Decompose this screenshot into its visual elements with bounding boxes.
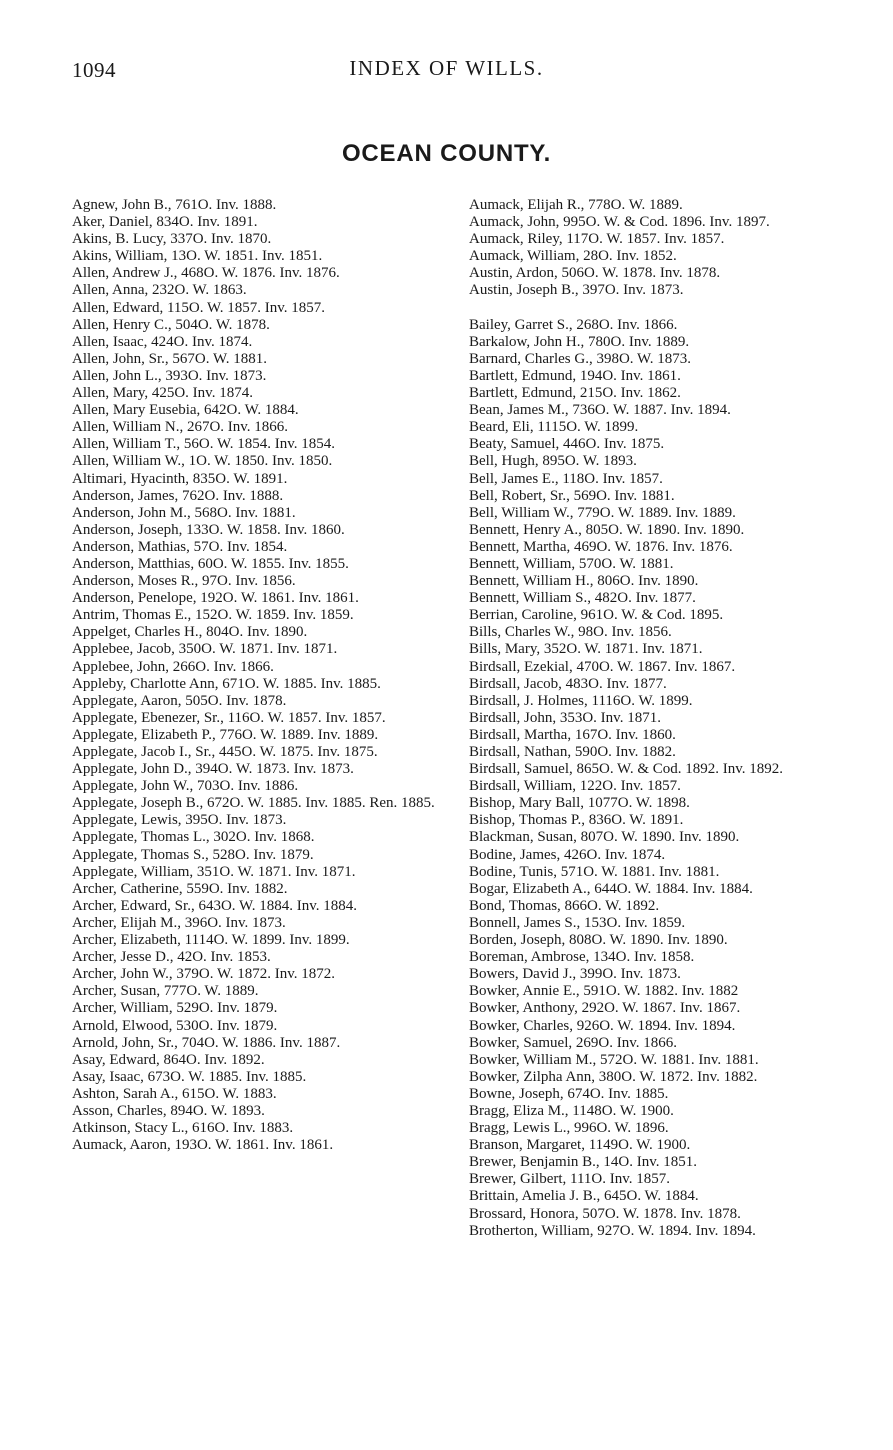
index-entry: Akins, William, 13O. W. 1851. Inv. 1851. — [72, 248, 323, 265]
index-entry: Applegate, Ebenezer, Sr., 116O. W. 1857. Inv. 1857. — [72, 709, 386, 726]
index-entry: Brewer, Benjamin B., 14O. Inv. 1851. — [469, 1154, 697, 1171]
index-entry: Bartlett, Edmund, 194O. Inv. 1861. — [469, 367, 681, 384]
index-entry: Anderson, Mathias, 57O. Inv. 1854. — [72, 538, 288, 555]
index-entry: Aumack, Elijah R., 778O. W. 1889. — [469, 197, 683, 213]
index-entry: Birdsall, John, 353O. Inv. 1871. — [469, 709, 661, 726]
index-entry: Asay, Edward, 864O. Inv. 1892. — [72, 1051, 265, 1068]
index-entry: Allen, John L., 393O. Inv. 1873. — [72, 367, 267, 384]
index-entry: Aumack, Riley, 117O. W. 1857. Inv. 1857. — [469, 231, 725, 248]
index-entry: Barkalow, John H., 780O. Inv. 1889. — [469, 333, 690, 350]
index-entry: Berrian, Caroline, 961O. W. & Cod. 1895. — [469, 607, 724, 624]
index-entry: Aker, Daniel, 834O. Inv. 1891. — [72, 214, 258, 231]
index-entry: Bell, Hugh, 895O. W. 1893. — [469, 453, 637, 470]
index-entry: Bell, James E., 118O. Inv. 1857. — [469, 470, 663, 487]
page-number: 1094 — [72, 58, 116, 82]
index-entry: Applegate, Thomas S., 528O. Inv. 1879. — [72, 846, 314, 863]
index-entry: Applebee, John, 266O. Inv. 1866. — [72, 658, 274, 675]
index-entry: Allen, Henry C., 504O. W. 1878. — [72, 316, 270, 333]
index-entry: Bowker, Anthony, 292O. W. 1867. Inv. 1867. — [469, 1000, 741, 1017]
index-entry: Applegate, John D., 394O. W. 1873. Inv. 1873. — [72, 761, 354, 778]
index-entry: Bell, William W., 779O. W. 1889. Inv. 1889. — [469, 504, 736, 521]
index-entry: Appelget, Charles H., 804O. Inv. 1890. — [72, 624, 308, 641]
index-entry: Asay, Isaac, 673O. W. 1885. Inv. 1885. — [72, 1068, 307, 1085]
index-entry: Aumack, Aaron, 193O. W. 1861. Inv. 1861. — [72, 1137, 334, 1154]
index-entry: Bell, Robert, Sr., 569O. Inv. 1881. — [469, 487, 675, 504]
index-entry: Bennett, William S., 482O. Inv. 1877. — [469, 590, 696, 607]
index-entry: Allen, Anna, 232O. W. 1863. — [72, 282, 247, 299]
index-entry: Appleby, Charlotte Ann, 671O. W. 1885. Inv. 1885. — [72, 675, 381, 692]
index-entry: Borden, Joseph, 808O. W. 1890. Inv. 1890. — [469, 932, 728, 949]
index-entry: Bennett, William H., 806O. Inv. 1890. — [469, 573, 699, 590]
index-column-right — [469, 197, 837, 1240]
index-entry: Bragg, Eliza M., 1148O. W. 1900. — [469, 1102, 674, 1119]
running-head: INDEX OF WILLS. — [349, 56, 544, 80]
index-entry: Allen, Edward, 115O. W. 1857. Inv. 1857. — [72, 299, 326, 316]
index-entry: Applebee, Jacob, 350O. W. 1871. Inv. 1871. — [72, 641, 338, 658]
index-entry: Bowker, Samuel, 269O. Inv. 1866. — [469, 1034, 677, 1051]
index-entry: Bogar, Elizabeth A., 644O. W. 1884. Inv. 1884. — [469, 880, 753, 897]
index-entry: Antrim, Thomas E., 152O. W. 1859. Inv. 1859. — [72, 607, 354, 624]
index-entry: Applegate, Elizabeth P., 776O. W. 1889. Inv. 1889. — [72, 726, 379, 743]
index-entry: Bishop, Thomas P., 836O. W. 1891. — [469, 812, 684, 829]
index-entry: Blackman, Susan, 807O. W. 1890. Inv. 1890. — [469, 829, 740, 846]
index-entry: Arnold, John, Sr., 704O. W. 1886. Inv. 1887. — [72, 1034, 341, 1051]
index-entry: Archer, Edward, Sr., 643O. W. 1884. Inv. 1884. — [72, 897, 358, 914]
index-entry: Bills, Charles W., 98O. Inv. 1856. — [469, 624, 672, 641]
index-entry: Applegate, Thomas L., 302O. Inv. 1868. — [72, 829, 315, 846]
index-entry: Bowers, David J., 399O. Inv. 1873. — [469, 966, 681, 983]
index-entry: Bishop, Mary Ball, 1077O. W. 1898. — [469, 795, 690, 812]
index-entry: Bennett, Henry A., 805O. W. 1890. Inv. 1890. — [469, 521, 745, 538]
index-entry: Archer, William, 529O. Inv. 1879. — [72, 1000, 278, 1017]
index-entry: Arnold, Elwood, 530O. Inv. 1879. — [72, 1017, 278, 1034]
index-entry: Bartlett, Edmund, 215O. Inv. 1862. — [469, 385, 681, 402]
group-separator — [469, 300, 837, 317]
index-entry: Anderson, Matthias, 60O. W. 1855. Inv. 1855. — [72, 555, 349, 572]
index-entry: Applegate, John W., 703O. Inv. 1886. — [72, 778, 299, 795]
index-entry: Barnard, Charles G., 398O. W. 1873. — [469, 350, 692, 367]
index-entry: Birdsall, Samuel, 865O. W. & Cod. 1892. Inv. 1892. — [469, 761, 784, 778]
index-entry: Allen, Andrew J., 468O. W. 1876. Inv. 1876. — [72, 265, 340, 282]
index-entry: Bean, James M., 736O. W. 1887. Inv. 1894. — [469, 402, 731, 419]
index-entry: Bowker, William M., 572O. W. 1881. Inv. 1881. — [469, 1051, 759, 1068]
index-entry: Birdsall, Jacob, 483O. Inv. 1877. — [469, 675, 667, 692]
index-entry: Archer, Elizabeth, 1114O. W. 1899. Inv. 1899. — [72, 932, 350, 949]
index-entry: Birdsall, William, 122O. Inv. 1857. — [469, 778, 681, 795]
index-entry: Brossard, Honora, 507O. W. 1878. Inv. 1878. — [469, 1205, 741, 1222]
section-title: OCEAN COUNTY. — [341, 140, 552, 167]
index-entry: Allen, William W., 1O. W. 1850. Inv. 1850. — [72, 453, 333, 470]
index-entry: Bodine, Tunis, 571O. W. 1881. Inv. 1881. — [469, 863, 720, 880]
index-entry: Anderson, Joseph, 133O. W. 1858. Inv. 1860. — [72, 521, 345, 538]
index-entry: Akins, B. Lucy, 337O. Inv. 1870. — [72, 231, 272, 248]
index-entry: Brittain, Amelia J. B., 645O. W. 1884. — [469, 1188, 699, 1205]
index-entry: Allen, Mary, 425O. Inv. 1874. — [72, 385, 253, 402]
index-group-b — [469, 317, 837, 1240]
index-entry: Birdsall, Nathan, 590O. Inv. 1882. — [469, 744, 676, 760]
index-entry: Bennett, William, 570O. W. 1881. — [469, 555, 674, 572]
index-entry: Bowker, Annie E., 591O. W. 1882. Inv. 1882 — [469, 983, 739, 1000]
index-entry: Bailey, Garret S., 268O. Inv. 1866. — [469, 316, 678, 333]
index-entry: Ashton, Sarah A., 615O. W. 1883. — [72, 1085, 277, 1102]
index-entry: Branson, Margaret, 1149O. W. 1900. — [469, 1137, 691, 1154]
index-entry: Atkinson, Stacy L., 616O. Inv. 1883. — [72, 1120, 294, 1137]
index-entry: Beaty, Samuel, 446O. Inv. 1875. — [469, 436, 665, 453]
index-entry: Austin, Joseph B., 397O. Inv. 1873. — [469, 282, 684, 299]
index-entry: Allen, William T., 56O. W. 1854. Inv. 1854. — [72, 436, 335, 453]
index-entry: Aumack, William, 28O. Inv. 1852. — [469, 248, 677, 265]
index-entry: Asson, Charles, 894O. W. 1893. — [72, 1102, 265, 1119]
index-entry: Bonnell, James S., 153O. Inv. 1859. — [469, 914, 686, 931]
index-entry: Applegate, Joseph B., 672O. W. 1885. Inv. 1885. Ren. 1885. — [72, 795, 435, 812]
index-entry: Bragg, Lewis L., 996O. W. 1896. — [469, 1120, 669, 1137]
index-entry: Beard, Eli, 1115O. W. 1899. — [469, 419, 639, 436]
index-entry: Anderson, Moses R., 97O. Inv. 1856. — [72, 573, 296, 590]
index-entry: Bowne, Joseph, 674O. Inv. 1885. — [469, 1085, 669, 1102]
index-entry: Agnew, John B., 761O. Inv. 1888. — [72, 197, 277, 213]
index-entry: Birdsall, Martha, 167O. Inv. 1860. — [469, 726, 676, 743]
index-entry: Archer, Susan, 777O. W. 1889. — [72, 983, 259, 1000]
index-entry: Bodine, James, 426O. Inv. 1874. — [469, 846, 666, 863]
index-entry: Anderson, John M., 568O. Inv. 1881. — [72, 504, 296, 521]
index-entry: Anderson, Penelope, 192O. W. 1861. Inv. 1861. — [72, 590, 359, 607]
index-entry: Archer, John W., 379O. W. 1872. Inv. 1872. — [72, 966, 335, 983]
index-entry: Birdsall, Ezekial, 470O. W. 1867. Inv. 1867. — [469, 658, 736, 675]
index-entry: Allen, John, Sr., 567O. W. 1881. — [72, 350, 268, 367]
index-entry: Archer, Elijah M., 396O. Inv. 1873. — [72, 914, 286, 931]
index-entry: Altimari, Hyacinth, 835O. W. 1891. — [72, 470, 288, 487]
index-entry: Bond, Thomas, 866O. W. 1892. — [469, 897, 660, 914]
index-entry: Applegate, Lewis, 395O. Inv. 1873. — [72, 812, 287, 829]
index-entry: Aumack, John, 995O. W. & Cod. 1896. Inv. 1897. — [469, 214, 770, 231]
index-entry: Applegate, Aaron, 505O. Inv. 1878. — [72, 692, 287, 709]
index-entry: Birdsall, J. Holmes, 1116O. W. 1899. — [469, 692, 693, 709]
index-entry: Brotherton, William, 927O. W. 1894. Inv. 1894. — [469, 1222, 756, 1239]
index-entry: Allen, Isaac, 424O. Inv. 1874. — [72, 333, 253, 350]
index-entry: Brewer, Gilbert, 111O. Inv. 1857. — [469, 1171, 671, 1188]
index-entry: Austin, Ardon, 506O. W. 1878. Inv. 1878. — [469, 265, 721, 282]
index-entry: Bowker, Charles, 926O. W. 1894. Inv. 1894. — [469, 1017, 736, 1034]
index-entry: Bennett, Martha, 469O. W. 1876. Inv. 1876. — [469, 538, 733, 555]
index-group-au — [469, 197, 837, 300]
index-entry: Allen, William N., 267O. Inv. 1866. — [72, 419, 289, 436]
index-entry: Bowker, Zilpha Ann, 380O. W. 1872. Inv. 1882. — [469, 1068, 758, 1085]
index-entry: Boreman, Ambrose, 134O. Inv. 1858. — [469, 949, 695, 966]
index-entry: Archer, Catherine, 559O. Inv. 1882. — [72, 880, 288, 897]
index-entry: Applegate, William, 351O. W. 1871. Inv. 1871. — [72, 863, 356, 880]
index-entry: Applegate, Jacob I., Sr., 445O. W. 1875. Inv. 1875. — [72, 744, 378, 760]
index-entry: Bills, Mary, 352O. W. 1871. Inv. 1871. — [469, 641, 703, 658]
index-entry: Archer, Jesse D., 42O. Inv. 1853. — [72, 949, 271, 966]
index-entry: Anderson, James, 762O. Inv. 1888. — [72, 487, 284, 504]
index-entry: Allen, Mary Eusebia, 642O. W. 1884. — [72, 402, 299, 419]
index-column-left — [72, 197, 440, 1154]
